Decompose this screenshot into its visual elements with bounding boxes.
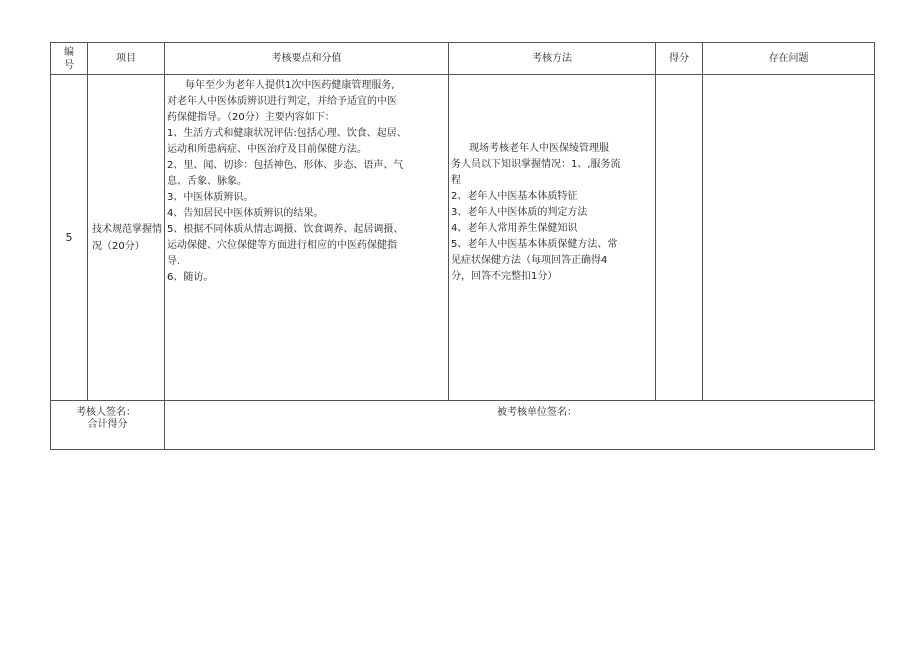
points-line: 每年至少为老年人提供1次中医药健康管理服务, [185,80,395,91]
points-line: 药保健指导。（20分）主要内容如下： [167,112,335,123]
header-method: 考核方法 [449,43,656,75]
points-line: 6、随访。 [167,272,214,283]
points-line: 息、舌象、脉象。 [167,176,247,187]
method-line: 5、老年人中医基本体质保健方法、常 [451,239,618,250]
points-line: 1、生活方式和健康状况评估:包括心理、饮食、起居、 [167,128,407,139]
table-row [51,75,875,401]
points-line: 4、告知居民中医体质辨识的结果。 [167,208,324,219]
row-item: 技术规范掌握情况（20分） [88,75,165,401]
points-line: 2、里、闻、切诊：包括神色、形体、步态、语声、气 [167,160,404,171]
header-issues: 存在问题 [703,43,875,75]
points-line: 导. [167,256,181,267]
points-line: 运动保健、穴位保健等方面进行相应的中医药保健指 [167,240,397,251]
method-line: 现场考核老年人中医保绫管理服 [469,143,609,154]
points-line: 对老年人中医体质辨识进行判定，并给予适宜的中医 [167,96,397,107]
method-line: 4、老年人常用养生保健知识 [451,223,578,234]
assessment-table [50,42,875,450]
points-line: 3、中医体质辨识。 [167,192,254,203]
total-row [51,401,875,450]
header-number-line2: 号 [64,59,74,71]
header-points: 考核要点和分值 [165,43,449,75]
header-row [51,43,875,75]
examiner-signature-label: 考核人签名： [76,407,136,418]
row-score[interactable] [656,75,703,401]
row-number: 5 [51,75,88,401]
points-line: 运动和所患病症、中医治疗及目前保健方法。 [167,144,367,155]
method-line: 见症状保健方法（每项回答正确得4 [451,255,608,266]
row-points [165,75,449,401]
total-label: 合计得分 [51,401,165,450]
method-line: 务人员以下知识掌握情况：1、,服务流 [451,159,621,170]
method-line: 程 [451,175,461,186]
method-line: 分，回答不完整扣1分） [451,271,558,282]
row-issues[interactable] [703,75,875,401]
header-item: 项目 [88,43,165,75]
method-line: 3、老年人中医体质的判定方法 [451,207,588,218]
header-number-line1: 编 [64,46,74,58]
header-number [51,43,88,75]
row-method [449,75,656,401]
unit-signature-label: 被考核单位签名： [497,407,577,418]
points-line: 5、根据不同体质从情志调摄、饮食调养、起居调摄、 [167,224,404,235]
method-line: 2、老年人中医基本体质特征 [451,191,578,202]
header-score: 得分 [656,43,703,75]
